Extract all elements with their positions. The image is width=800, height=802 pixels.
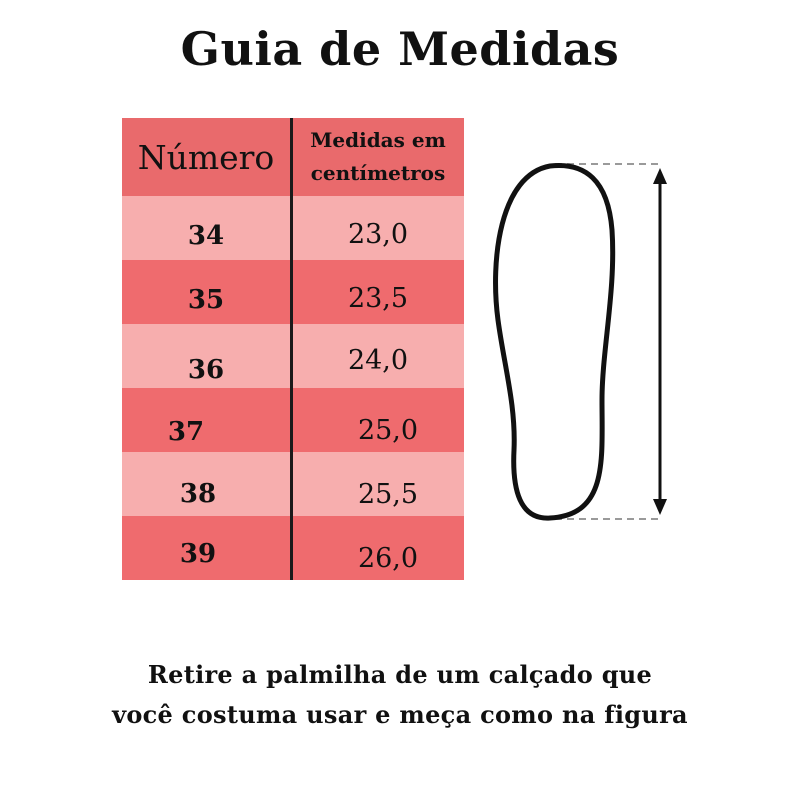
size-measure: 26,0 [357,542,419,574]
instruction-line-1: Retire a palmilha de um calçado que [147,660,653,689]
header-measure-line2: centímetros [310,161,446,185]
table-row [122,452,464,516]
header-measure [292,118,464,196]
column-divider [290,118,293,580]
insole-outline-icon [496,165,613,518]
table-row [122,324,464,388]
header-number: Número [137,137,275,177]
table-row [122,260,464,324]
arrow-down-icon [653,499,667,515]
size-measure: 25,5 [357,478,419,510]
size-table [122,118,464,582]
page-title: Guia de Medidas [180,22,620,76]
size-measure: 24,0 [347,344,409,376]
arrow-up-icon [653,168,667,184]
size-number: 35 [187,285,225,315]
size-measure: 25,0 [357,414,419,446]
size-number: 34 [187,221,225,251]
size-number: 37 [167,417,205,447]
table-row [122,196,464,260]
size-number: 36 [187,355,225,385]
instruction-line-2: você costuma usar e meça como na figura [112,700,688,729]
insole-illustration [480,150,680,535]
size-number: 39 [179,539,217,569]
table-header [122,118,464,196]
table-row [122,388,464,452]
size-measure: 23,5 [347,282,409,314]
size-number: 38 [179,479,217,509]
table-row [122,516,464,580]
size-measure: 23,0 [347,218,409,250]
header-measure-line1: Medidas em [310,128,446,152]
